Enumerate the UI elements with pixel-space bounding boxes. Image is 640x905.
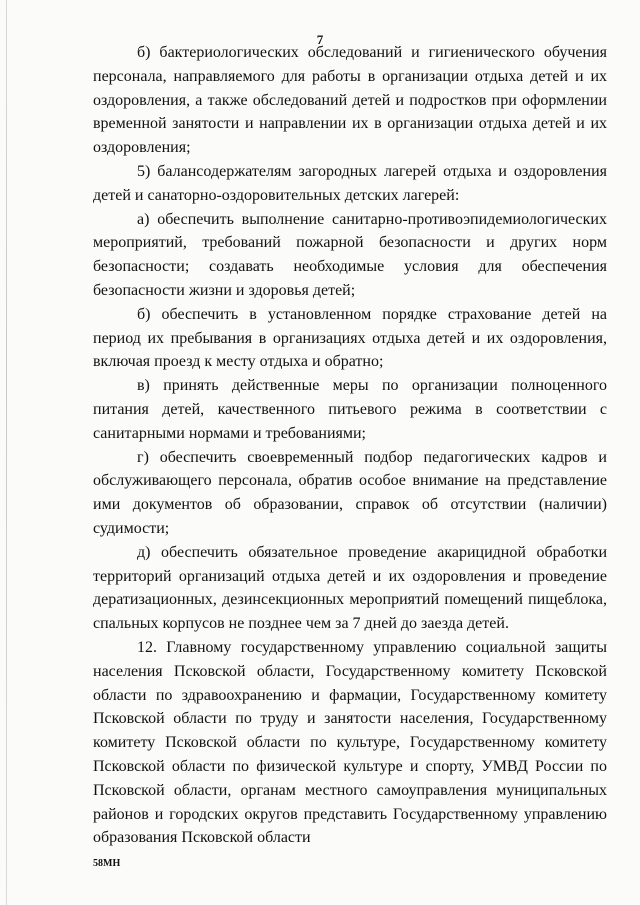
paragraph-5-balance-holders: 5) балансодержателям загородных лагерей отдыха и оздоровления детей и санаторно-оздоровительных детских лагерей: — [93, 162, 607, 204]
footer-document-code: 58МН — [93, 858, 121, 869]
paragraph-5a-safety-measures: а) обеспечить выполнение санитарно-противоэпидемиологических мероприятий, требований пожарной безопасности и других норм безопасности; создавать необходимые условия для обеспечения безопасности жизни и здоровья детей; — [93, 210, 607, 299]
paragraph-5d-acaricide-treatment: д) обеспечить обязательное проведение акарицидной обработки территорий организаций отдыха детей и их оздоровления и проведение дератизационных, дезинсекционных мероприятий помещений пищеблока, спальных корпусов не позднее чем за 7 дней до заезда детей. — [93, 543, 607, 633]
paragraph-5g-staff-selection: г) обеспечить своевременный подбор педагогических кадров и обслуживающего персонала, обратив особое внимание на представление ими документов об образовании, справок об отсутствии (наличии) судимости; — [93, 448, 607, 537]
paragraph-5b-insurance: б) обеспечить в установленном порядке страхование детей на период их пребывания в организациях отдыха детей и их оздоровления, включая проезд к месту отдыха и обратно; — [93, 305, 607, 371]
scan-edge-line — [6, 0, 7, 905]
document-body — [93, 41, 607, 850]
paragraph-1b-bacteriological-exams: б) бактериологических обследований и гигиенического обучения персонала, направляемого для работы в организации отдыха детей и их оздоровления, а также обследований детей и подростков при оформлении временной занятости и направлении их в организации отдыха детей и их оздоровления; — [93, 44, 607, 157]
paragraph-12-state-bodies: 12. Главному государственному управлению социальной защиты населения Псковской области, Государственному комитету Псковской области по здравоохранению и фармации, Государственному комитету Псковской области по труду и занятости населения, Государственному комитету Псковской области по культуре, Государственному комитету Псковской области по физической культуре и спорту, УМВД России по Псковской области, органам местного самоуправления муниципальных районов и городских округов представить Государственному управлению образования Псковской области — [93, 638, 607, 847]
paragraph-5v-nutrition: в) принять действенные меры по организации полноценного питания детей, качественного питьевого режима в соответствии с санитарными нормами и требованиями; — [93, 377, 607, 442]
page-number: 7 — [316, 32, 324, 47]
